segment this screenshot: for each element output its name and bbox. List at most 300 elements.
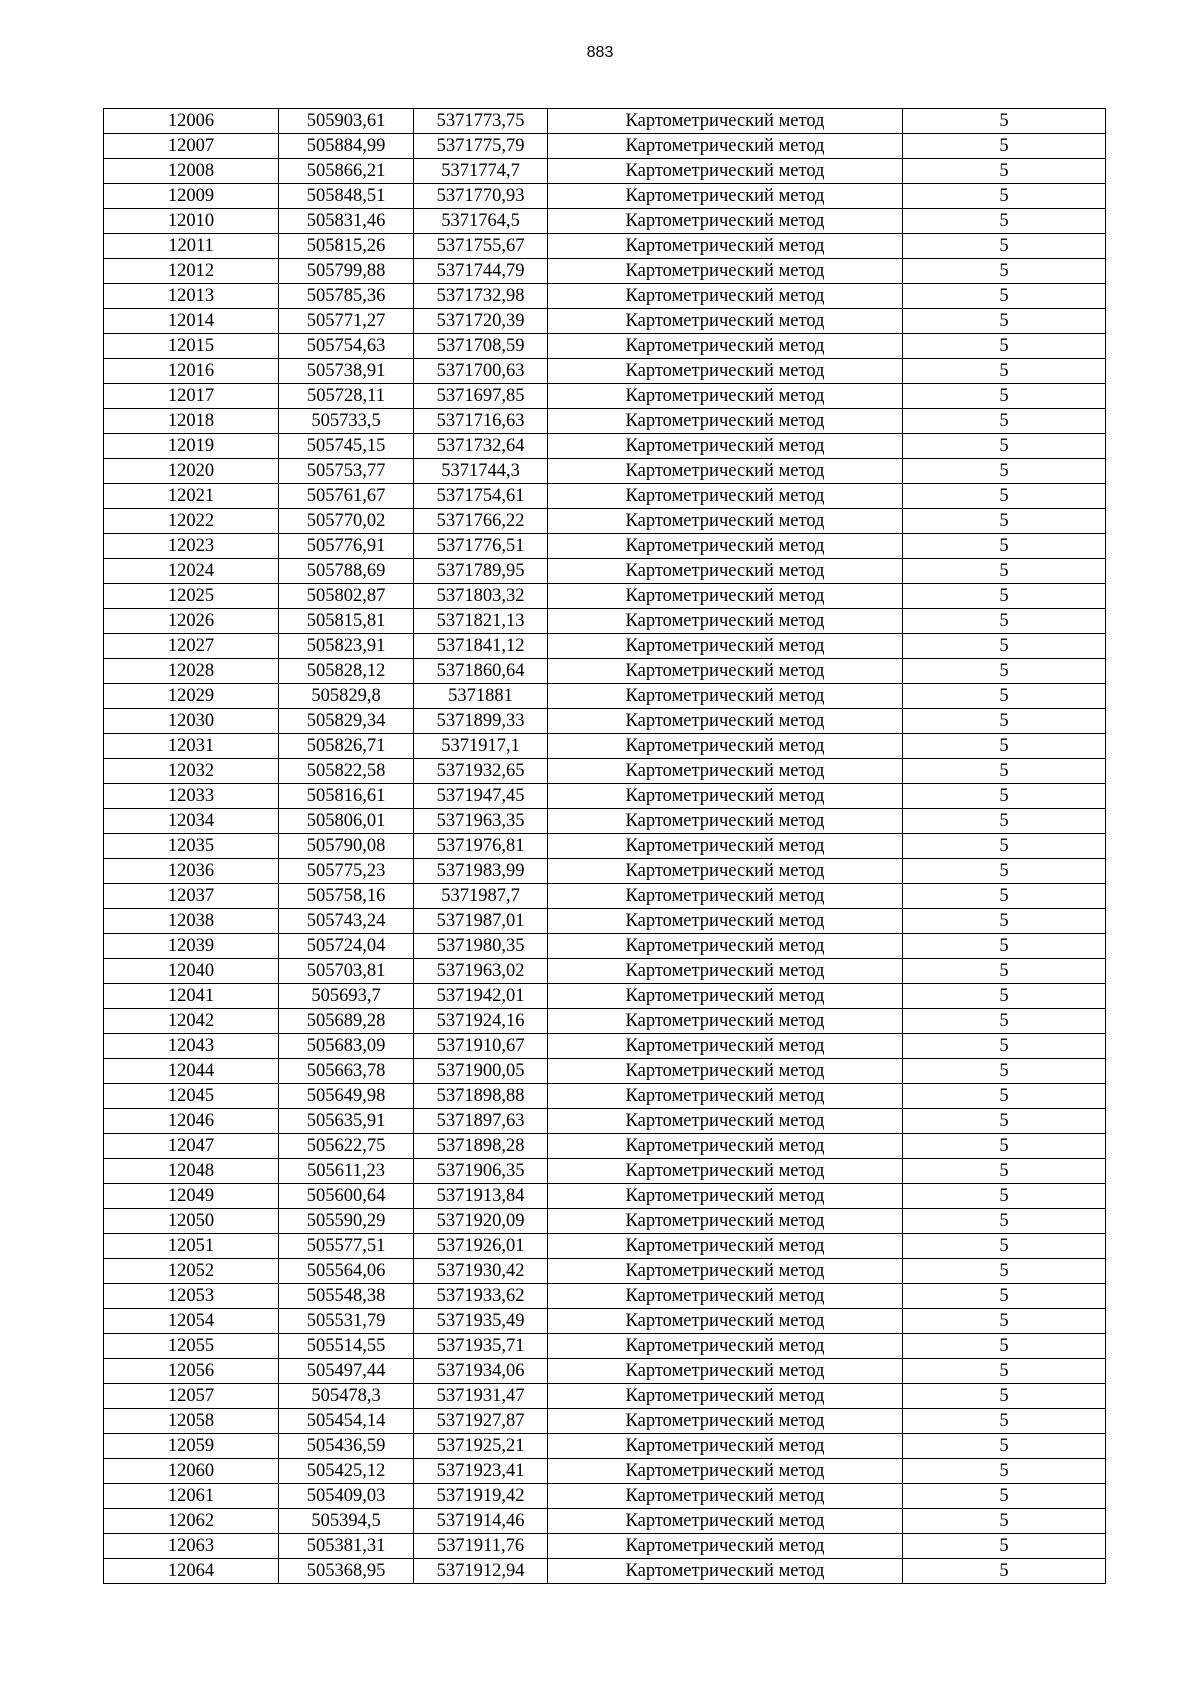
accuracy-cell: 5 (903, 209, 1106, 234)
x-coordinate-cell: 505663,78 (279, 1059, 414, 1084)
x-coordinate-cell: 505771,27 (279, 309, 414, 334)
y-coordinate-cell: 5371933,62 (414, 1284, 548, 1309)
table-row (104, 584, 1106, 609)
method-cell: Картометрический метод (548, 159, 903, 184)
y-coordinate-cell: 5371934,06 (414, 1359, 548, 1384)
accuracy-cell: 5 (903, 1509, 1106, 1534)
point-number-cell: 12056 (104, 1359, 279, 1384)
x-coordinate-cell: 505635,91 (279, 1109, 414, 1134)
y-coordinate-cell: 5371720,39 (414, 309, 548, 334)
point-number-cell: 12037 (104, 884, 279, 909)
method-cell: Картометрический метод (548, 534, 903, 559)
x-coordinate-cell: 505785,36 (279, 284, 414, 309)
table-row (104, 1084, 1106, 1109)
x-coordinate-cell: 505368,95 (279, 1559, 414, 1584)
accuracy-cell: 5 (903, 1009, 1106, 1034)
y-coordinate-cell: 5371821,13 (414, 609, 548, 634)
x-coordinate-cell: 505815,26 (279, 234, 414, 259)
accuracy-cell: 5 (903, 459, 1106, 484)
accuracy-cell: 5 (903, 1534, 1106, 1559)
x-coordinate-cell: 505683,09 (279, 1034, 414, 1059)
point-number-cell: 12036 (104, 859, 279, 884)
table-row (104, 634, 1106, 659)
x-coordinate-cell: 505409,03 (279, 1484, 414, 1509)
y-coordinate-cell: 5371947,45 (414, 784, 548, 809)
table-row (104, 259, 1106, 284)
accuracy-cell: 5 (903, 359, 1106, 384)
accuracy-cell: 5 (903, 1334, 1106, 1359)
y-coordinate-cell: 5371770,93 (414, 184, 548, 209)
table-row (104, 734, 1106, 759)
table-row (104, 1259, 1106, 1284)
point-number-cell: 12053 (104, 1284, 279, 1309)
y-coordinate-cell: 5371987,01 (414, 909, 548, 934)
x-coordinate-cell: 505761,67 (279, 484, 414, 509)
table-row (104, 1534, 1106, 1559)
table-row (104, 1509, 1106, 1534)
x-coordinate-cell: 505848,51 (279, 184, 414, 209)
method-cell: Картометрический метод (548, 1109, 903, 1134)
table-row (104, 1134, 1106, 1159)
table-row (104, 1284, 1106, 1309)
y-coordinate-cell: 5371932,65 (414, 759, 548, 784)
point-number-cell: 12026 (104, 609, 279, 634)
x-coordinate-cell: 505689,28 (279, 1009, 414, 1034)
method-cell: Картометрический метод (548, 109, 903, 134)
method-cell: Картометрический метод (548, 309, 903, 334)
point-number-cell: 12029 (104, 684, 279, 709)
x-coordinate-cell: 505826,71 (279, 734, 414, 759)
x-coordinate-cell: 505622,75 (279, 1134, 414, 1159)
accuracy-cell: 5 (903, 559, 1106, 584)
point-number-cell: 12058 (104, 1409, 279, 1434)
x-coordinate-cell: 505577,51 (279, 1234, 414, 1259)
table-row (104, 409, 1106, 434)
accuracy-cell: 5 (903, 259, 1106, 284)
point-number-cell: 12063 (104, 1534, 279, 1559)
accuracy-cell: 5 (903, 1484, 1106, 1509)
table-row (104, 1009, 1106, 1034)
method-cell: Картометрический метод (548, 609, 903, 634)
method-cell: Картометрический метод (548, 634, 903, 659)
table-row (104, 759, 1106, 784)
method-cell: Картометрический метод (548, 884, 903, 909)
table-row (104, 1409, 1106, 1434)
accuracy-cell: 5 (903, 1559, 1106, 1584)
method-cell: Картометрический метод (548, 1334, 903, 1359)
point-number-cell: 12040 (104, 959, 279, 984)
y-coordinate-cell: 5371911,76 (414, 1534, 548, 1559)
accuracy-cell: 5 (903, 534, 1106, 559)
table-row (104, 159, 1106, 184)
accuracy-cell: 5 (903, 884, 1106, 909)
x-coordinate-cell: 505866,21 (279, 159, 414, 184)
point-number-cell: 12047 (104, 1134, 279, 1159)
accuracy-cell: 5 (903, 1059, 1106, 1084)
accuracy-cell: 5 (903, 1109, 1106, 1134)
method-cell: Картометрический метод (548, 184, 903, 209)
method-cell: Картометрический метод (548, 134, 903, 159)
x-coordinate-cell: 505831,46 (279, 209, 414, 234)
accuracy-cell: 5 (903, 1034, 1106, 1059)
accuracy-cell: 5 (903, 684, 1106, 709)
y-coordinate-cell: 5371963,35 (414, 809, 548, 834)
accuracy-cell: 5 (903, 1259, 1106, 1284)
accuracy-cell: 5 (903, 859, 1106, 884)
table-row (104, 1459, 1106, 1484)
y-coordinate-cell: 5371927,87 (414, 1409, 548, 1434)
table-row (104, 434, 1106, 459)
table-row (104, 1109, 1106, 1134)
point-number-cell: 12009 (104, 184, 279, 209)
accuracy-cell: 5 (903, 1384, 1106, 1409)
accuracy-cell: 5 (903, 834, 1106, 859)
point-number-cell: 12045 (104, 1084, 279, 1109)
method-cell: Картометрический метод (548, 959, 903, 984)
table-row (104, 859, 1106, 884)
accuracy-cell: 5 (903, 1234, 1106, 1259)
point-number-cell: 12016 (104, 359, 279, 384)
y-coordinate-cell: 5371803,32 (414, 584, 548, 609)
x-coordinate-cell: 505903,61 (279, 109, 414, 134)
y-coordinate-cell: 5371744,3 (414, 459, 548, 484)
point-number-cell: 12041 (104, 984, 279, 1009)
x-coordinate-cell: 505564,06 (279, 1259, 414, 1284)
point-number-cell: 12039 (104, 934, 279, 959)
accuracy-cell: 5 (903, 634, 1106, 659)
table-row (104, 559, 1106, 584)
accuracy-cell: 5 (903, 159, 1106, 184)
y-coordinate-cell: 5371789,95 (414, 559, 548, 584)
coordinates-table-body (104, 109, 1106, 1584)
method-cell: Картометрический метод (548, 1259, 903, 1284)
y-coordinate-cell: 5371898,88 (414, 1084, 548, 1109)
point-number-cell: 12028 (104, 659, 279, 684)
x-coordinate-cell: 505806,01 (279, 809, 414, 834)
y-coordinate-cell: 5371776,51 (414, 534, 548, 559)
method-cell: Картометрический метод (548, 509, 903, 534)
y-coordinate-cell: 5371987,7 (414, 884, 548, 909)
point-number-cell: 12030 (104, 709, 279, 734)
table-row (104, 1334, 1106, 1359)
y-coordinate-cell: 5371755,67 (414, 234, 548, 259)
accuracy-cell: 5 (903, 1134, 1106, 1159)
method-cell: Картометрический метод (548, 1359, 903, 1384)
accuracy-cell: 5 (903, 509, 1106, 534)
y-coordinate-cell: 5371935,71 (414, 1334, 548, 1359)
y-coordinate-cell: 5371898,28 (414, 1134, 548, 1159)
table-row (104, 1359, 1106, 1384)
x-coordinate-cell: 505611,23 (279, 1159, 414, 1184)
point-number-cell: 12054 (104, 1309, 279, 1334)
table-row (104, 309, 1106, 334)
method-cell: Картометрический метод (548, 1134, 903, 1159)
point-number-cell: 12033 (104, 784, 279, 809)
table-row (104, 1234, 1106, 1259)
method-cell: Картометрический метод (548, 859, 903, 884)
accuracy-cell: 5 (903, 984, 1106, 1009)
y-coordinate-cell: 5371983,99 (414, 859, 548, 884)
method-cell: Картометрический метод (548, 384, 903, 409)
x-coordinate-cell: 505703,81 (279, 959, 414, 984)
x-coordinate-cell: 505815,81 (279, 609, 414, 634)
y-coordinate-cell: 5371913,84 (414, 1184, 548, 1209)
table-row (104, 384, 1106, 409)
method-cell: Картометрический метод (548, 209, 903, 234)
point-number-cell: 12062 (104, 1509, 279, 1534)
method-cell: Картометрический метод (548, 934, 903, 959)
point-number-cell: 12048 (104, 1159, 279, 1184)
table-row (104, 834, 1106, 859)
method-cell: Картометрический метод (548, 984, 903, 1009)
method-cell: Картометрический метод (548, 1284, 903, 1309)
x-coordinate-cell: 505381,31 (279, 1534, 414, 1559)
table-row (104, 659, 1106, 684)
x-coordinate-cell: 505884,99 (279, 134, 414, 159)
accuracy-cell: 5 (903, 709, 1106, 734)
y-coordinate-cell: 5371766,22 (414, 509, 548, 534)
y-coordinate-cell: 5371935,49 (414, 1309, 548, 1334)
method-cell: Картометрический метод (548, 909, 903, 934)
method-cell: Картометрический метод (548, 809, 903, 834)
y-coordinate-cell: 5371919,42 (414, 1484, 548, 1509)
method-cell: Картометрический метод (548, 459, 903, 484)
table-row (104, 984, 1106, 1009)
table-row (104, 884, 1106, 909)
table-row (104, 784, 1106, 809)
x-coordinate-cell: 505770,02 (279, 509, 414, 534)
y-coordinate-cell: 5371708,59 (414, 334, 548, 359)
x-coordinate-cell: 505454,14 (279, 1409, 414, 1434)
accuracy-cell: 5 (903, 1184, 1106, 1209)
x-coordinate-cell: 505590,29 (279, 1209, 414, 1234)
y-coordinate-cell: 5371942,01 (414, 984, 548, 1009)
accuracy-cell: 5 (903, 384, 1106, 409)
table-row (104, 209, 1106, 234)
y-coordinate-cell: 5371914,46 (414, 1509, 548, 1534)
table-row (104, 959, 1106, 984)
point-number-cell: 12057 (104, 1384, 279, 1409)
accuracy-cell: 5 (903, 484, 1106, 509)
point-number-cell: 12019 (104, 434, 279, 459)
point-number-cell: 12020 (104, 459, 279, 484)
method-cell: Картометрический метод (548, 659, 903, 684)
y-coordinate-cell: 5371906,35 (414, 1159, 548, 1184)
table-row (104, 809, 1106, 834)
method-cell: Картометрический метод (548, 234, 903, 259)
table-row (104, 509, 1106, 534)
method-cell: Картометрический метод (548, 334, 903, 359)
accuracy-cell: 5 (903, 784, 1106, 809)
y-coordinate-cell: 5371716,63 (414, 409, 548, 434)
accuracy-cell: 5 (903, 434, 1106, 459)
x-coordinate-cell: 505394,5 (279, 1509, 414, 1534)
accuracy-cell: 5 (903, 1434, 1106, 1459)
method-cell: Картометрический метод (548, 1384, 903, 1409)
x-coordinate-cell: 505745,15 (279, 434, 414, 459)
x-coordinate-cell: 505829,8 (279, 684, 414, 709)
x-coordinate-cell: 505790,08 (279, 834, 414, 859)
x-coordinate-cell: 505753,77 (279, 459, 414, 484)
point-number-cell: 12013 (104, 284, 279, 309)
x-coordinate-cell: 505788,69 (279, 559, 414, 584)
y-coordinate-cell: 5371754,61 (414, 484, 548, 509)
x-coordinate-cell: 505829,34 (279, 709, 414, 734)
point-number-cell: 12052 (104, 1259, 279, 1284)
table-row (104, 484, 1106, 509)
table-row (104, 534, 1106, 559)
method-cell: Картометрический метод (548, 834, 903, 859)
accuracy-cell: 5 (903, 1409, 1106, 1434)
x-coordinate-cell: 505497,44 (279, 1359, 414, 1384)
method-cell: Картометрический метод (548, 734, 903, 759)
point-number-cell: 12017 (104, 384, 279, 409)
accuracy-cell: 5 (903, 759, 1106, 784)
y-coordinate-cell: 5371931,47 (414, 1384, 548, 1409)
accuracy-cell: 5 (903, 109, 1106, 134)
point-number-cell: 12022 (104, 509, 279, 534)
y-coordinate-cell: 5371963,02 (414, 959, 548, 984)
method-cell: Картометрический метод (548, 1184, 903, 1209)
y-coordinate-cell: 5371925,21 (414, 1434, 548, 1459)
point-number-cell: 12023 (104, 534, 279, 559)
table-row (104, 334, 1106, 359)
table-row (104, 1159, 1106, 1184)
method-cell: Картометрический метод (548, 1059, 903, 1084)
y-coordinate-cell: 5371700,63 (414, 359, 548, 384)
x-coordinate-cell: 505478,3 (279, 1384, 414, 1409)
point-number-cell: 12010 (104, 209, 279, 234)
x-coordinate-cell: 505802,87 (279, 584, 414, 609)
accuracy-cell: 5 (903, 1209, 1106, 1234)
method-cell: Картометрический метод (548, 1084, 903, 1109)
table-row (104, 1559, 1106, 1584)
method-cell: Картометрический метод (548, 1409, 903, 1434)
x-coordinate-cell: 505758,16 (279, 884, 414, 909)
method-cell: Картометрический метод (548, 434, 903, 459)
y-coordinate-cell: 5371910,67 (414, 1034, 548, 1059)
x-coordinate-cell: 505822,58 (279, 759, 414, 784)
accuracy-cell: 5 (903, 609, 1106, 634)
accuracy-cell: 5 (903, 234, 1106, 259)
table-row (104, 1484, 1106, 1509)
table-row (104, 459, 1106, 484)
accuracy-cell: 5 (903, 809, 1106, 834)
point-number-cell: 12015 (104, 334, 279, 359)
x-coordinate-cell: 505743,24 (279, 909, 414, 934)
accuracy-cell: 5 (903, 1309, 1106, 1334)
table-row (104, 934, 1106, 959)
coordinates-table (103, 108, 1106, 1584)
y-coordinate-cell: 5371774,7 (414, 159, 548, 184)
point-number-cell: 12008 (104, 159, 279, 184)
x-coordinate-cell: 505816,61 (279, 784, 414, 809)
y-coordinate-cell: 5371917,1 (414, 734, 548, 759)
y-coordinate-cell: 5371773,75 (414, 109, 548, 134)
table-row (104, 684, 1106, 709)
x-coordinate-cell: 505754,63 (279, 334, 414, 359)
point-number-cell: 12060 (104, 1459, 279, 1484)
y-coordinate-cell: 5371732,98 (414, 284, 548, 309)
point-number-cell: 12051 (104, 1234, 279, 1259)
x-coordinate-cell: 505693,7 (279, 984, 414, 1009)
method-cell: Картометрический метод (548, 484, 903, 509)
method-cell: Картометрический метод (548, 584, 903, 609)
x-coordinate-cell: 505548,38 (279, 1284, 414, 1309)
method-cell: Картометрический метод (548, 1234, 903, 1259)
table-row (104, 109, 1106, 134)
point-number-cell: 12006 (104, 109, 279, 134)
y-coordinate-cell: 5371697,85 (414, 384, 548, 409)
x-coordinate-cell: 505823,91 (279, 634, 414, 659)
method-cell: Картометрический метод (548, 784, 903, 809)
point-number-cell: 12064 (104, 1559, 279, 1584)
accuracy-cell: 5 (903, 1359, 1106, 1384)
x-coordinate-cell: 505828,12 (279, 659, 414, 684)
point-number-cell: 12018 (104, 409, 279, 434)
point-number-cell: 12034 (104, 809, 279, 834)
x-coordinate-cell: 505776,91 (279, 534, 414, 559)
x-coordinate-cell: 505649,98 (279, 1084, 414, 1109)
y-coordinate-cell: 5371764,5 (414, 209, 548, 234)
x-coordinate-cell: 505738,91 (279, 359, 414, 384)
method-cell: Картометрический метод (548, 759, 903, 784)
point-number-cell: 12011 (104, 234, 279, 259)
accuracy-cell: 5 (903, 309, 1106, 334)
y-coordinate-cell: 5371732,64 (414, 434, 548, 459)
table-row (104, 1309, 1106, 1334)
x-coordinate-cell: 505531,79 (279, 1309, 414, 1334)
method-cell: Картометрический метод (548, 409, 903, 434)
table-row (104, 184, 1106, 209)
y-coordinate-cell: 5371744,79 (414, 259, 548, 284)
table-row (104, 1059, 1106, 1084)
point-number-cell: 12024 (104, 559, 279, 584)
y-coordinate-cell: 5371926,01 (414, 1234, 548, 1259)
method-cell: Картометрический метод (548, 1434, 903, 1459)
point-number-cell: 12046 (104, 1109, 279, 1134)
method-cell: Картометрический метод (548, 359, 903, 384)
y-coordinate-cell: 5371924,16 (414, 1009, 548, 1034)
x-coordinate-cell: 505724,04 (279, 934, 414, 959)
method-cell: Картометрический метод (548, 1484, 903, 1509)
table-row (104, 709, 1106, 734)
x-coordinate-cell: 505425,12 (279, 1459, 414, 1484)
point-number-cell: 12042 (104, 1009, 279, 1034)
x-coordinate-cell: 505514,55 (279, 1334, 414, 1359)
accuracy-cell: 5 (903, 334, 1106, 359)
point-number-cell: 12021 (104, 484, 279, 509)
method-cell: Картометрический метод (548, 709, 903, 734)
table-row (104, 134, 1106, 159)
accuracy-cell: 5 (903, 284, 1106, 309)
x-coordinate-cell: 505728,11 (279, 384, 414, 409)
accuracy-cell: 5 (903, 1284, 1106, 1309)
point-number-cell: 12012 (104, 259, 279, 284)
table-row (104, 1384, 1106, 1409)
x-coordinate-cell: 505799,88 (279, 259, 414, 284)
method-cell: Картометрический метод (548, 1209, 903, 1234)
x-coordinate-cell: 505733,5 (279, 409, 414, 434)
method-cell: Картометрический метод (548, 1459, 903, 1484)
accuracy-cell: 5 (903, 1159, 1106, 1184)
table-row (104, 1434, 1106, 1459)
method-cell: Картометрический метод (548, 284, 903, 309)
table-row (104, 234, 1106, 259)
accuracy-cell: 5 (903, 934, 1106, 959)
table-row (104, 909, 1106, 934)
method-cell: Картометрический метод (548, 1034, 903, 1059)
